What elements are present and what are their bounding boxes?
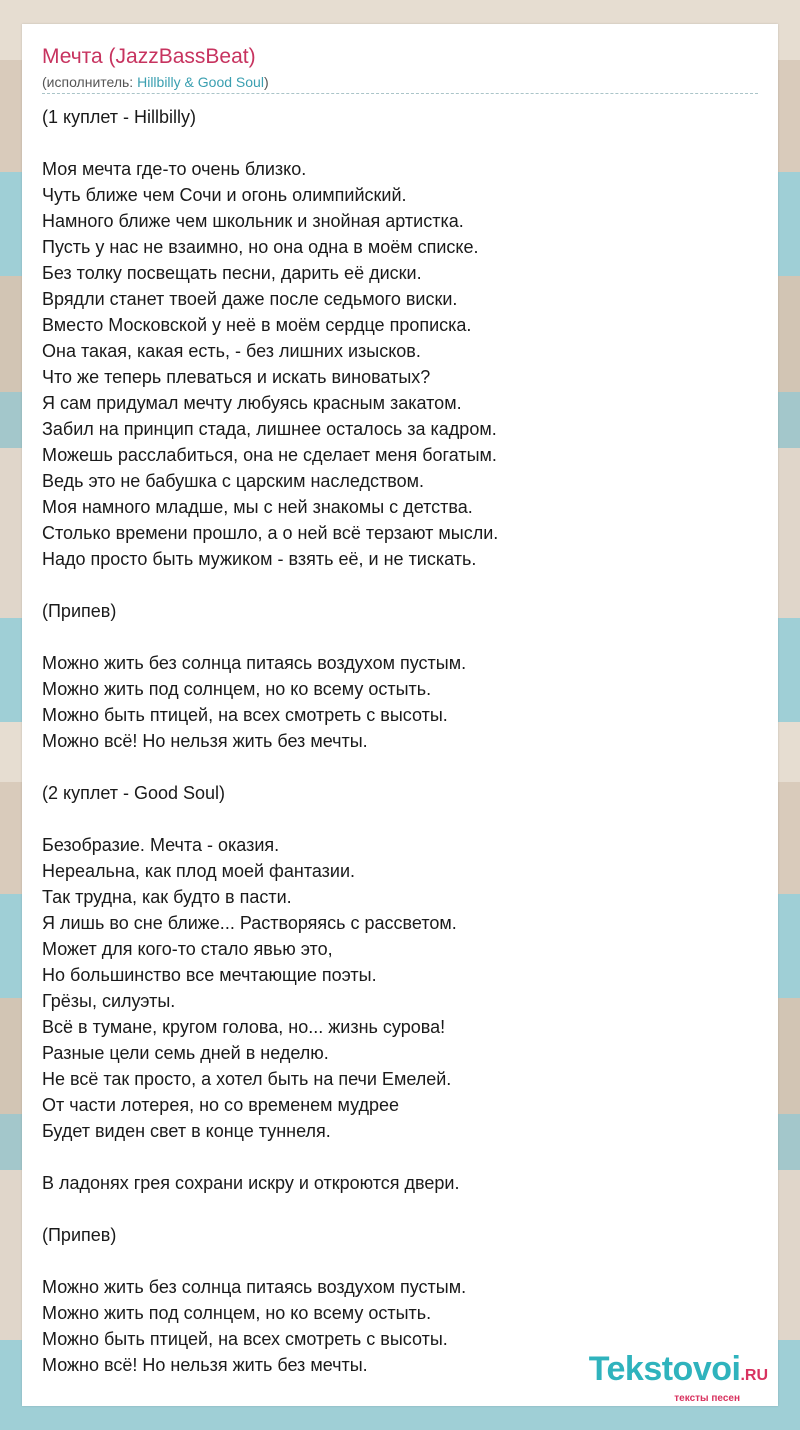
logo-wordmark	[589, 1352, 768, 1393]
artist-line	[42, 73, 269, 91]
logo-domain-suffix: .RU	[740, 1367, 768, 1384]
logo-name: Tekstovoi	[588, 1350, 741, 1388]
artist-link[interactable]: Hillbilly & Good Soul	[137, 74, 264, 90]
lyrics-card	[22, 24, 778, 1406]
logo-tagline: тексты песен	[674, 1393, 740, 1404]
lyrics-text: (1 куплет - Hillbilly) Моя мечта где-то очень близко. Чуть ближе чем Сочи и огонь олимпийский. Намного ближе чем школьник и знойная артистка. Пусть у нас не взаимно, но она одна в моём списке. Без толку посвещать песни, дарить её диски. Врядли станет твоей даже после седьмого виски. Вместо Московской у неё в моём сердце прописка. Она такая, какая есть, - без лишних изысков. Что же теперь плеваться и искать виноватых? Я сам придумал мечту любуясь красным закатом. Забил на принцип стада, лишнее осталось за кадром. Можешь расслабиться, она не сделает меня богатым. Ведь это не бабушка с царским наследством. Моя намного младше, мы с ней знакомы с детства. Столько времени прошло, а о ней всё терзают мысли. Надо просто быть мужиком - взять её, и не тискать. (Припев) Можно жить без солнца питаясь воздухом пустым. Можно жить под солнцем, но ко всему остыть. Можно быть птицей, на всех смотреть с высоты. Можно всё! Но нельзя жить без мечты. (2 куплет - Good Soul) Безобразие. Мечта - оказия. Нереальна, как плод моей фантазии. Так трудна, как будто в пасти. Я лишь во сне ближе... Растворяясь с рассветом. Может для кого-то стало явью это, Но большинство все мечтающие поэты. Грёзы, силуэты. Всё в тумане, кругом голова, но... жизнь сурова! Разные цели семь дней в неделю. Не всё так просто, а хотел быть на печи Емелей. От части лотерея, но со временем мудрее Будет виден свет в конце туннеля. В ладонях грея сохрани искру и откроются двери. (Припев) Можно жить без солнца питаясь воздухом пустым. Можно жить под солнцем, но ко всему остыть. Можно быть птицей, на всех смотреть с высоты. Можно всё! Но нельзя жить без мечты.	[42, 107, 499, 1375]
song-title: Мечта (JazzBassBeat)	[42, 45, 256, 68]
artist-suffix: )	[263, 74, 269, 90]
title-divider	[42, 93, 758, 94]
artist-prefix: (исполнитель:	[42, 74, 138, 90]
site-logo[interactable]	[589, 1352, 768, 1404]
